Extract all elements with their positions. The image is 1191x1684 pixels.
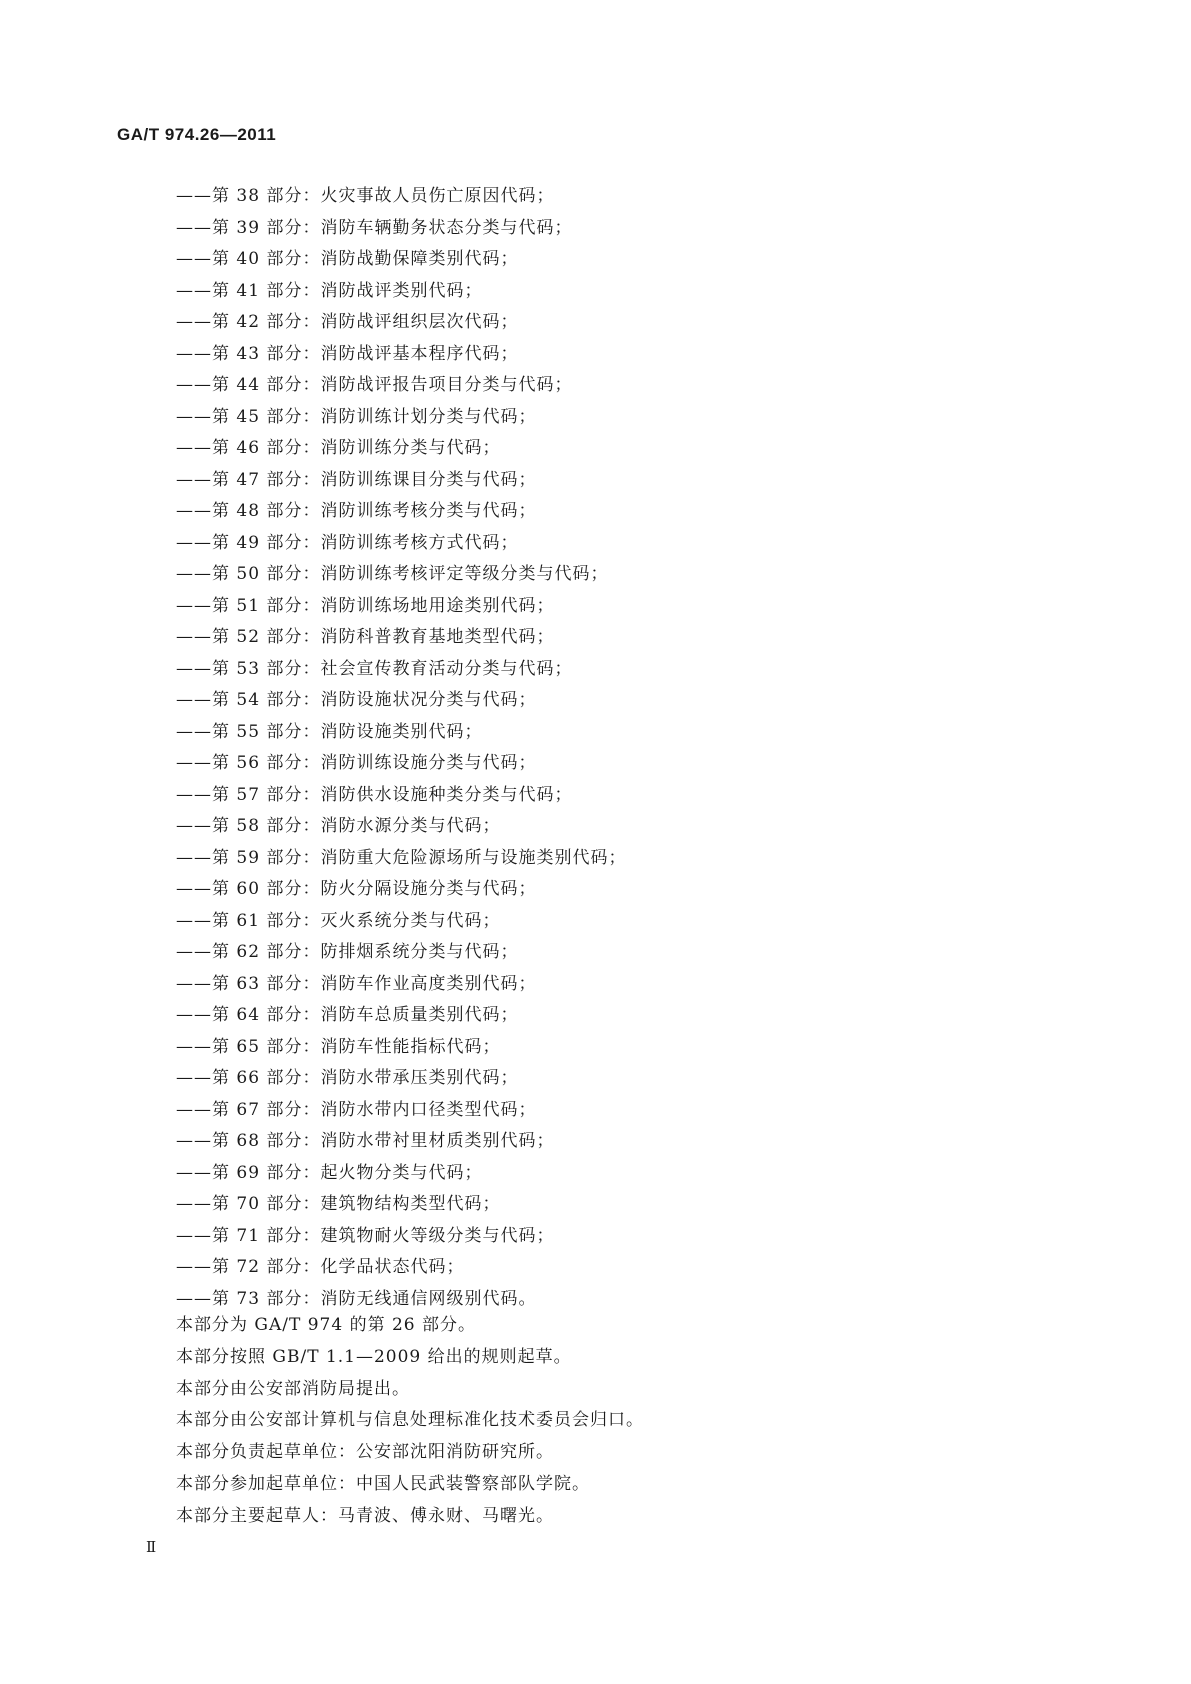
part-item: ——第 62 部分：防排烟系统分类与代码； (176, 942, 519, 962)
page-number: Ⅱ (146, 1538, 157, 1556)
part-item: ——第 57 部分：消防供水设施种类分类与代码； (176, 784, 573, 805)
part-item: ——第 45 部分：消防训练计划分类与代码； (176, 406, 537, 427)
part-item: ——第 60 部分：防火分隔设施分类与代码； (176, 879, 537, 899)
note-paragraph: 本部分参加起草单位：中国人民武装警察部队学院。 (176, 1473, 590, 1494)
part-item: ——第 54 部分：消防设施状况分类与代码； (176, 690, 537, 710)
part-item: ——第 51 部分：消防训练场地用途类别代码； (176, 595, 555, 616)
note-paragraph: 本部分主要起草人：马青波、傅永财、马曙光。 (176, 1505, 554, 1526)
foreword-notes (176, 1310, 644, 1533)
part-item: ——第 67 部分：消防水带内口径类型代码； (176, 1099, 537, 1120)
note-paragraph: 本部分由公安部计算机与信息处理标准化技术委员会归口。 (176, 1410, 644, 1431)
part-item: ——第 42 部分：消防战评组织层次代码； (176, 312, 519, 332)
part-item: ——第 68 部分：消防水带衬里材质类别代码； (176, 1131, 555, 1151)
part-item: ——第 61 部分：灭火系统分类与代码； (176, 910, 501, 931)
part-item: ——第 52 部分：消防科普教育基地类型代码； (176, 627, 555, 647)
part-item: ——第 39 部分：消防车辆勤务状态分类与代码； (176, 217, 573, 238)
part-item: ——第 41 部分：消防战评类别代码； (176, 280, 483, 301)
part-item: ——第 38 部分：火灾事故人员伤亡原因代码； (176, 186, 555, 206)
part-item: ——第 44 部分：消防战评报告项目分类与代码； (176, 375, 573, 395)
part-item: ——第 55 部分：消防设施类别代码； (176, 721, 483, 742)
note-paragraph: 本部分为 GA/T 974 的第 26 部分。 (176, 1315, 477, 1335)
note-paragraph: 本部分负责起草单位：公安部沈阳消防研究所。 (176, 1442, 554, 1463)
part-item: ——第 46 部分：消防训练分类与代码； (176, 438, 501, 458)
part-item: ——第 64 部分：消防车总质量类别代码； (176, 1005, 519, 1025)
part-item: ——第 48 部分：消防训练考核分类与代码； (176, 501, 537, 521)
part-item: ——第 58 部分：消防水源分类与代码； (176, 816, 501, 836)
part-item: ——第 40 部分：消防战勤保障类别代码； (176, 249, 519, 269)
document-code-header: GA/T 974.26—2011 (117, 125, 277, 144)
part-item: ——第 56 部分：消防训练设施分类与代码； (176, 753, 537, 773)
part-item: ——第 72 部分：化学品状态代码； (176, 1257, 465, 1277)
part-item: ——第 59 部分：消防重大危险源场所与设施类别代码； (176, 847, 627, 868)
parts-list (176, 181, 626, 1315)
part-item: ——第 71 部分：建筑物耐火等级分类与代码； (176, 1225, 555, 1246)
part-item: ——第 69 部分：起火物分类与代码； (176, 1162, 483, 1183)
part-item: ——第 73 部分：消防无线通信网级别代码。 (176, 1288, 537, 1309)
part-item: ——第 50 部分：消防训练考核评定等级分类与代码； (176, 564, 609, 584)
part-item: ——第 53 部分：社会宣传教育活动分类与代码； (176, 658, 573, 679)
note-paragraph: 本部分由公安部消防局提出。 (176, 1378, 410, 1399)
part-item: ——第 43 部分：消防战评基本程序代码； (176, 343, 519, 364)
part-item: ——第 49 部分：消防训练考核方式代码； (176, 532, 519, 553)
part-item: ——第 70 部分：建筑物结构类型代码； (176, 1194, 501, 1214)
part-item: ——第 63 部分：消防车作业高度类别代码； (176, 973, 537, 994)
part-item: ——第 47 部分：消防训练课目分类与代码； (176, 469, 537, 490)
part-item: ——第 65 部分：消防车性能指标代码； (176, 1036, 501, 1057)
note-paragraph: 本部分按照 GB/T 1.1—2009 给出的规则起草。 (176, 1346, 572, 1367)
part-item: ——第 66 部分：消防水带承压类别代码； (176, 1068, 519, 1088)
